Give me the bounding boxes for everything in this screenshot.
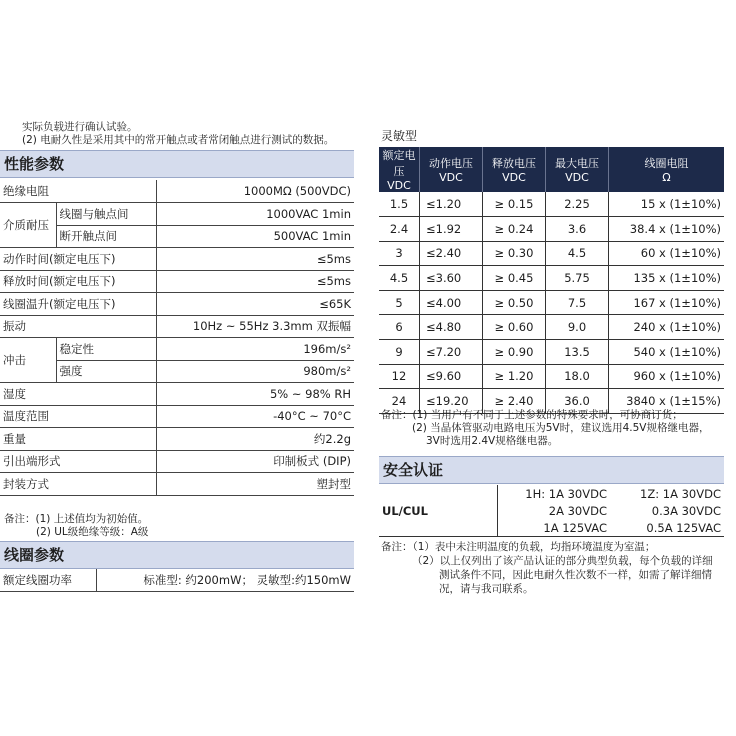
row-sublabel: 线圈与触点间 [56,203,156,226]
performance-table [0,180,354,496]
table-note-1: 备注：(1) 当用户有不同于上述参数的特殊要求时，可协商订货； [381,409,683,421]
table-cell: ≥ 1.20 [483,364,546,389]
row-value: 500VAC 1min [156,225,354,248]
table-row [379,266,724,291]
row-value: 1000MΩ (500VDC) [156,180,354,203]
table-cell: ≤1.20 [420,192,483,217]
table-cell: ≥ 0.30 [483,241,546,266]
table-row [0,405,354,428]
table-cell: 167 x (1±10%) [609,290,725,315]
coil-section-title: 线圈参数 [0,541,354,569]
ul-1h-value: 1H: 1A 30VDC [498,485,611,502]
table-row [379,241,724,266]
table-row [379,364,724,389]
table-row [0,338,354,361]
row-value: ≤5ms [156,248,354,271]
table-cell: 4.5 [546,241,609,266]
row-label: 重量 [0,428,156,451]
row-value: -40°C ~ 70°C [156,405,354,428]
table-cell: 18.0 [546,364,609,389]
table-cell: ≤1.92 [420,217,483,242]
table-row [0,450,354,473]
table-cell: ≤3.60 [420,266,483,291]
table-row [379,290,724,315]
row-value: 10Hz ~ 55Hz 3.3mm 双振幅 [156,315,354,338]
safety-note-2: （2）以上仅列出了该产品认证的部分典型负载，每个负载的详细 [412,555,713,567]
safety-note-4: 况，请与我司联系。 [439,583,534,595]
col-header: 额定电压 VDC [379,147,420,192]
table-cell: 6 [379,315,420,340]
ul-label: UL/CUL [382,503,428,518]
table-cell: 36.0 [546,389,609,414]
row-value: 980m/s² [156,360,354,383]
table-row [379,340,724,365]
table-cell: ≤2.40 [420,241,483,266]
table-cell: 135 x (1±10%) [609,266,725,291]
ul-1h-value: 2A 30VDC [498,502,611,519]
table-cell: ≥ 0.90 [483,340,546,365]
table-cell: 9 [379,340,420,365]
intro-note-2: (2) 电耐久性是采用其中的常开触点或者常闭触点进行测试的数据。 [22,134,335,146]
row-label: 封装方式 [0,473,156,496]
table-cell: 2.4 [379,217,420,242]
intro-note-1: 实际负载进行确认试验。 [22,121,138,133]
safety-section-title: 安全认证 [379,456,724,484]
col-header: 动作电压 VDC [420,147,483,192]
table-header-row [379,147,724,192]
row-label: 动作时间(额定电压下) [0,248,156,271]
table-row [0,293,354,316]
perf-note-1: 备注：(1) 上述值均为初始值。 [4,513,149,525]
row-label: 介质耐压 [0,203,56,248]
table-row [379,192,724,217]
table-row [0,428,354,451]
table-cell: 9.0 [546,315,609,340]
table-cell: 15 x (1±10%) [609,192,725,217]
table-row [379,485,724,502]
row-label: 温度范围 [0,405,156,428]
table-row [0,203,354,226]
table-cell: ≥ 0.15 [483,192,546,217]
table-cell: 1.5 [379,192,420,217]
row-value: ≤5ms [156,270,354,293]
table-cell: 7.5 [546,290,609,315]
table-cell: ≥ 0.60 [483,315,546,340]
row-value: 196m/s² [156,338,354,361]
table-cell: ≤9.60 [420,364,483,389]
row-label: 绝缘电阻 [0,180,156,203]
table-cell: 960 x (1±10%) [609,364,725,389]
row-value: 1000VAC 1min [156,203,354,226]
table-cell: ≤19.20 [420,389,483,414]
table-cell: ≥ 2.40 [483,389,546,414]
row-value: 印制板式 (DIP) [156,450,354,473]
row-sublabel: 断开触点间 [56,225,156,248]
table-row [379,217,724,242]
safety-note-3: 测试条件不同，因此电耐久性次数不一样，如需了解详细情 [439,569,712,581]
ul-1z-value: 1Z: 1A 30VDC [640,486,721,501]
ul-1z-value: 0.3A 30VDC [651,503,721,518]
row-value: ≤65K [156,293,354,316]
table-row [379,315,724,340]
col-header: 线圈电阻 Ω [609,147,725,192]
sensitive-title: 灵敏型 [381,129,418,143]
col-header: 释放电压 VDC [483,147,546,192]
table-cell: ≤4.80 [420,315,483,340]
row-label: 湿度 [0,383,156,406]
table-cell: 5.75 [546,266,609,291]
table-cell: 3.6 [546,217,609,242]
table-row [0,315,354,338]
table-cell: 3840 x (1±15%) [609,389,725,414]
table-cell: ≤7.20 [420,340,483,365]
table-row [0,248,354,271]
table-cell: ≥ 0.50 [483,290,546,315]
table-note-3: 3V时选用2.4V规格继电器。 [426,435,559,447]
table-row [0,270,354,293]
row-label: 线圈温升(额定电压下) [0,293,156,316]
table-cell: 24 [379,389,420,414]
table-cell: ≥ 0.45 [483,266,546,291]
row-label: 振动 [0,315,156,338]
table-cell: 12 [379,364,420,389]
row-label: 冲击 [0,338,56,383]
row-value: 约2.2g [156,428,354,451]
table-row [0,383,354,406]
table-cell: ≥ 0.24 [483,217,546,242]
table-cell: 3 [379,241,420,266]
table-cell: 2.25 [546,192,609,217]
row-label: 释放时间(额定电压下) [0,270,156,293]
table-cell: 5 [379,290,420,315]
ul-1h-value: 1A 125VAC [498,519,611,537]
coil-power-row [0,569,354,592]
safety-note-1: 备注：（1）表中未注明温度的负载，均指环境温度为室温； [381,541,656,553]
table-row [0,180,354,203]
row-sublabel: 稳定性 [56,338,156,361]
ul-cert-table [379,485,724,537]
perf-section-title: 性能参数 [0,150,354,178]
perf-note-2: (2) UL级绝缘等级：A级 [36,526,149,538]
row-label: 引出端形式 [0,450,156,473]
table-cell: 4.5 [379,266,420,291]
table-cell: 540 x (1±10%) [609,340,725,365]
row-value: 5% ~ 98% RH [156,383,354,406]
row-sublabel: 强度 [56,360,156,383]
coil-power-label: 额定线圈功率 [3,573,72,587]
row-value: 塑封型 [156,473,354,496]
table-cell: 240 x (1±10%) [609,315,725,340]
table-cell: 38.4 x (1±10%) [609,217,725,242]
table-cell: 13.5 [546,340,609,365]
table-note-2: (2) 当晶体管驱动电路电压为5V时，建议选用4.5V规格继电器， [412,422,710,434]
coil-power-divider [96,569,97,591]
table-cell: ≤4.00 [420,290,483,315]
ul-1z-value: 0.5A 125VAC [646,520,721,535]
sensitive-table [379,147,724,414]
coil-power-value: 标准型: 约200mW； 灵敏型:约150mW [143,573,351,587]
col-header: 最大电压 VDC [546,147,609,192]
table-row [0,473,354,496]
table-cell: 60 x (1±10%) [609,241,725,266]
